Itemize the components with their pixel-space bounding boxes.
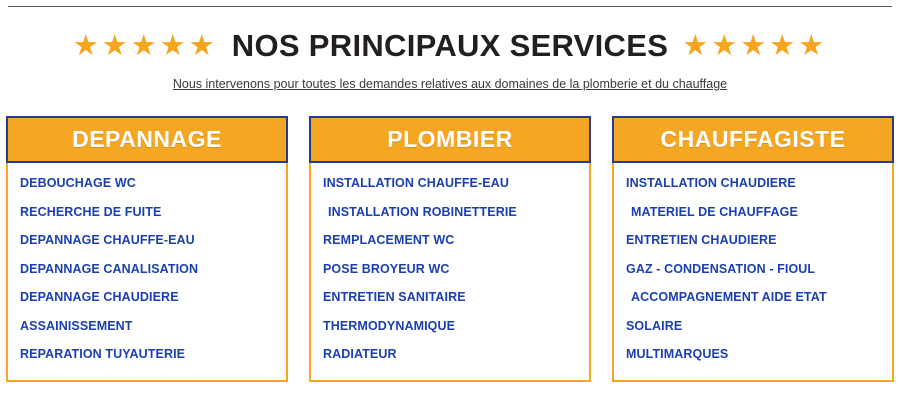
list-item[interactable]: ENTRETIEN SANITAIRE	[323, 290, 466, 304]
list-item[interactable]: ASSAINISSEMENT	[20, 318, 133, 333]
stars-right-icon: ★★★★★	[682, 29, 828, 62]
list-item[interactable]: POSE BROYEUR WC	[323, 261, 450, 276]
list-item[interactable]: DEPANNAGE CANALISATION	[20, 261, 199, 276]
service-columns	[0, 116, 900, 382]
service-card-title: DEPANNAGE	[72, 126, 222, 152]
list-item[interactable]: ENTRETIEN CHAUDIERE	[626, 233, 777, 247]
service-list	[323, 177, 577, 377]
service-card-chauffagiste	[612, 116, 894, 382]
list-item[interactable]: RADIATEUR	[323, 347, 397, 361]
list-item[interactable]: INSTALLATION CHAUDIERE	[626, 176, 796, 190]
service-card-title: CHAUFFAGISTE	[660, 126, 846, 152]
list-item[interactable]: GAZ - CONDENSATION - FIOUL	[626, 261, 816, 276]
top-divider	[8, 6, 892, 7]
list-item[interactable]: DEBOUCHAGE WC	[20, 176, 136, 190]
list-item[interactable]: INSTALLATION ROBINETTERIE	[328, 204, 517, 219]
page-subtitle: Nous intervenons pour toutes les demandes relatives aux domaines de la plomberie et du chauffage	[172, 77, 728, 91]
service-card-plombier	[309, 116, 591, 382]
service-card-header	[309, 116, 591, 163]
service-card-title: PLOMBIER	[387, 126, 513, 152]
service-card-header	[612, 116, 894, 163]
service-card-body	[6, 163, 288, 382]
service-card-body	[309, 163, 591, 382]
list-item[interactable]: ACCOMPAGNEMENT AIDE ETAT	[631, 290, 827, 304]
page-title: NOS PRINCIPAUX SERVICES	[231, 28, 669, 63]
list-item[interactable]: REMPLACEMENT WC	[323, 233, 455, 247]
service-list	[20, 177, 274, 377]
list-item[interactable]: MULTIMARQUES	[626, 347, 729, 361]
list-item[interactable]: REPARATION TUYAUTERIE	[20, 347, 186, 361]
page-title-row	[0, 28, 900, 64]
list-item[interactable]: INSTALLATION CHAUFFE-EAU	[323, 176, 509, 190]
service-card-header	[6, 116, 288, 163]
service-list	[626, 177, 880, 377]
stars-left-icon: ★★★★★	[72, 29, 218, 62]
list-item[interactable]: THERMODYNAMIQUE	[323, 318, 456, 333]
list-item[interactable]: SOLAIRE	[626, 318, 683, 333]
list-item[interactable]: DEPANNAGE CHAUDIERE	[20, 290, 179, 304]
list-item[interactable]: MATERIEL DE CHAUFFAGE	[631, 204, 798, 219]
list-item[interactable]: RECHERCHE DE FUITE	[20, 204, 162, 219]
list-item[interactable]: DEPANNAGE CHAUFFE-EAU	[20, 233, 195, 247]
service-card-body	[612, 163, 894, 382]
service-card-depannage	[6, 116, 288, 382]
